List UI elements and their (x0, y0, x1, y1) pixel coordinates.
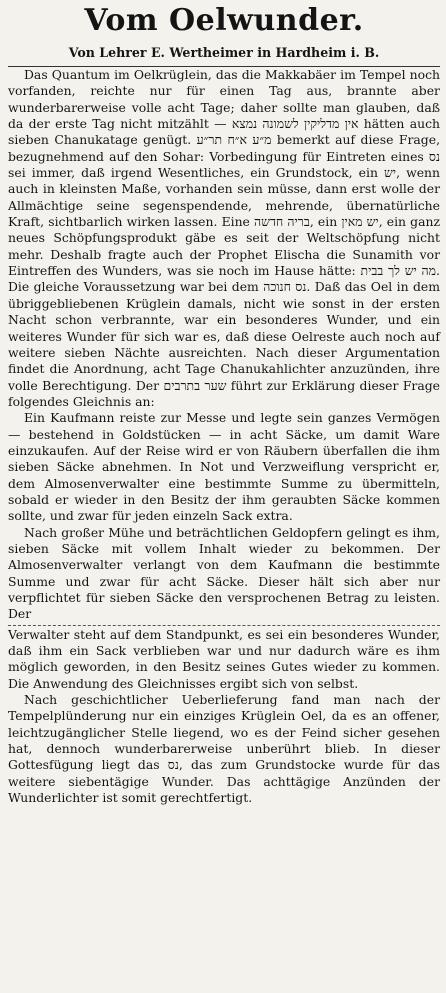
article-title: Vom Oelwunder. (84, 3, 364, 38)
paragraph-2: Ein Kaufmann reiste zur Messe und legte sein ganzes Vermögen — bestehend in Goldstücken — in acht Säcke, um damit Ware einzukaufen. Auf der Reise wird er von Räubern überfallen die ihm sieben Säcke abnehmen. In Not und Verzweiflung verspricht er, dem Almosenverwalter eine bestimmte Summe zu übermitteln, sobald er wieder in den Besitz der ihm geraubten Säcke kommen sollte, und zwar für jeden einzeln Sack extra. (8, 410, 440, 524)
paragraph-1: Das Quantum im Oelkrüglein, das die Makkabäer im Tempel noch vorfanden, reichte nur für einen Tag aus, brannte aber wunderbarerweise volle acht Tage; daher sollte man glauben, daß da der erste Tag nicht mitzählt — אין מדליקין לשמונה נמצא hätten auch sieben Chanukatage genügt. מ״ע א״ח תר״ע bemerkt auf diese Frage, bezugnehmend auf den Sohar: Vorbedingung für Eintreten eines נס sei immer, daß irgend Wesentliches, ein Grundstock, ein יש, wenn auch in kleinsten Maße, vorhanden sein müsse, dann erst wolle der Allmächtige seine segenspendende, mehrende, übernatürliche Kraft, sichtbarlich wirken lassen. Eine בריה חדשה, ein יש מאין, ein ganz neues Schöpfungsprodukt gäbe es seit der Weltschöpfung nicht mehr. Deshalb fragte auch der Prophet Elischa die Sunamith vor Eintreffen des Wunders, was sie noch im Hause hätte: מה יש לך בבית. Die gleiche Voraussetzung war bei dem נס חנוכה. Daß das Oel in dem übriggebliebenen Krüglein damals, nicht wie sonst in der ersten Nacht schon verbrannte, war ein besonderes Wunder, und ein weiteres Wunder für sich war es, daß diese Oelreste auch noch auf weitere sieben Nächte ausreichten. Nach dieser Argumentation findet die Anordnung, acht Tage Chanukahlichter anzuzünden, ihre volle Berechtigung. Der שער בתרבים führt zur Erklärung dieser Frage folgendes Gleichnis an: (8, 67, 441, 409)
paragraph-3: Nach großer Mühe und beträchtlichen Geldopfern gelingt es ihm, sieben Säcke mit vollem Inhalt wieder zu bekommen. Der Almosenverwalter verlangt von dem Kaufmann die bestimmte Summe und zwar für acht Säcke. Dieser hält sich aber nur verpflichtet für sieben Säcke den versprochenen Betrag zu leisten. Der (8, 524, 440, 622)
article-body-part1 (8, 67, 440, 623)
article-byline: Von Lehrer E. Wertheimer in Hardheim i. B. (68, 45, 380, 60)
article-body-part2 (8, 627, 440, 807)
column-break-divider (8, 625, 440, 626)
paragraph-5: Nach geschichtlicher Ueberlieferung fand man nach der Tempelplünderung nur ein einziges Krüglein Oel, da es an offener, leichtzugänglicher Stelle liegend, wo es der Feind sicher gesehen hat, dennoch wunderbarerweise unberührt blieb. In dieser Gottesfügung liegt das נס, das zum Grundstocke wurde für das weitere siebentägige Wunder. Das achttägige Anzünden der Wunderlichter ist somit gerechtfertigt. (8, 692, 440, 806)
paragraph-4: Verwalter steht auf dem Standpunkt, es sei ein besonderes Wunder, daß ihm ein Sack verblieben war und nur dadurch wäre es ihm möglich geworden, in den Besitz seines Gutes wieder zu kommen. Die Anwendung des Gleichnisses ergibt sich von selbst. (8, 626, 440, 691)
